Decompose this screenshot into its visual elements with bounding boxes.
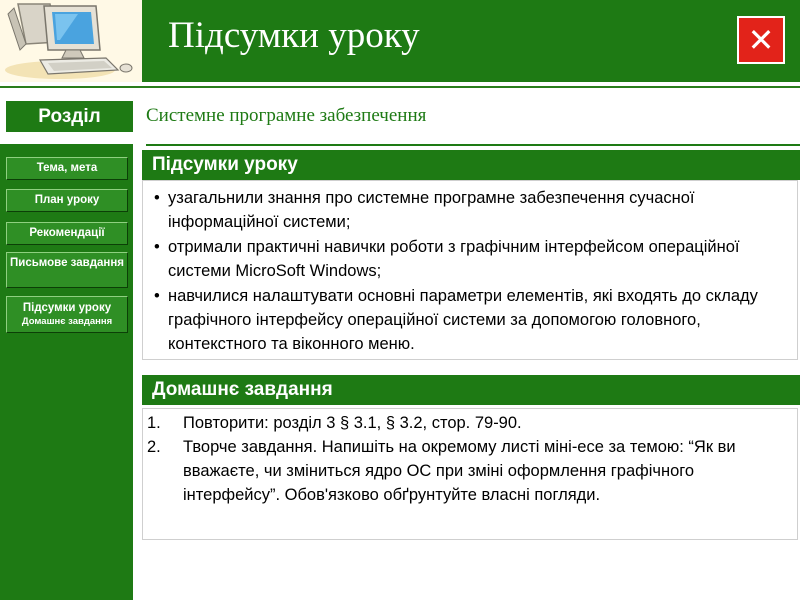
computer-logo-icon bbox=[0, 0, 142, 82]
divider-line bbox=[146, 144, 800, 146]
nav-item-written-task[interactable] bbox=[6, 252, 128, 288]
close-button[interactable]: ✕ bbox=[737, 16, 785, 64]
summary-item: • отримали практичні навички роботи з графічним інтерфейсом операційної системи MicroSoft Windows; bbox=[153, 235, 793, 283]
homework-item-number: 1. bbox=[147, 414, 161, 432]
nav-item-plan[interactable]: План уроку bbox=[6, 189, 128, 212]
summary-item: • узагальнили знання про системне програмне забезпечення сучасної інформаційної системи; bbox=[153, 186, 793, 234]
sidebar bbox=[0, 144, 133, 600]
section-badge: Розділ bbox=[6, 101, 133, 132]
nav-item-summary-label: Підсумки уроку bbox=[22, 302, 112, 314]
page-title: Підсумки уроку bbox=[168, 15, 420, 56]
nav-item-summary-sublabel: Домашнє завдання bbox=[21, 316, 113, 327]
homework-panel bbox=[142, 408, 798, 540]
nav-item-topic[interactable]: Тема, мета bbox=[6, 157, 128, 180]
nav-item-recommendations[interactable]: Рекомендації bbox=[6, 222, 128, 245]
header-bar bbox=[0, 0, 800, 82]
homework-item bbox=[147, 435, 793, 507]
nav-item-written-task-label: Письмове завдання bbox=[9, 257, 125, 269]
section-name: Системне програмне забезпечення bbox=[146, 105, 427, 126]
homework-item bbox=[147, 411, 793, 435]
homework-item-number: 2. bbox=[147, 438, 161, 456]
summary-item: • навчилися налаштувати основні параметри елементів, які входять до складу графічного інтерфейсу операційної системи за допомогою головного, контекстного та віконного меню. bbox=[153, 284, 793, 356]
header-divider bbox=[0, 86, 800, 88]
nav-item-summary[interactable] bbox=[6, 296, 128, 333]
summary-list bbox=[143, 181, 797, 356]
summary-heading: Підсумки уроку bbox=[142, 150, 800, 180]
homework-item-text: Творче завдання. Напишіть на окремому листі міні-есе за темою: “Як ви вважаєте, чи зміниться ядро ОС при зміні оформлення графічного інтерфейсу”. Обов'язково обґрунтуйте власні погляди. bbox=[183, 438, 736, 504]
homework-heading: Домашнє завдання bbox=[142, 375, 800, 405]
summary-panel bbox=[142, 180, 798, 360]
homework-list bbox=[143, 409, 797, 507]
homework-item-text: Повторити: розділ 3 § 3.1, § 3.2, стор. 79-90. bbox=[183, 414, 522, 432]
